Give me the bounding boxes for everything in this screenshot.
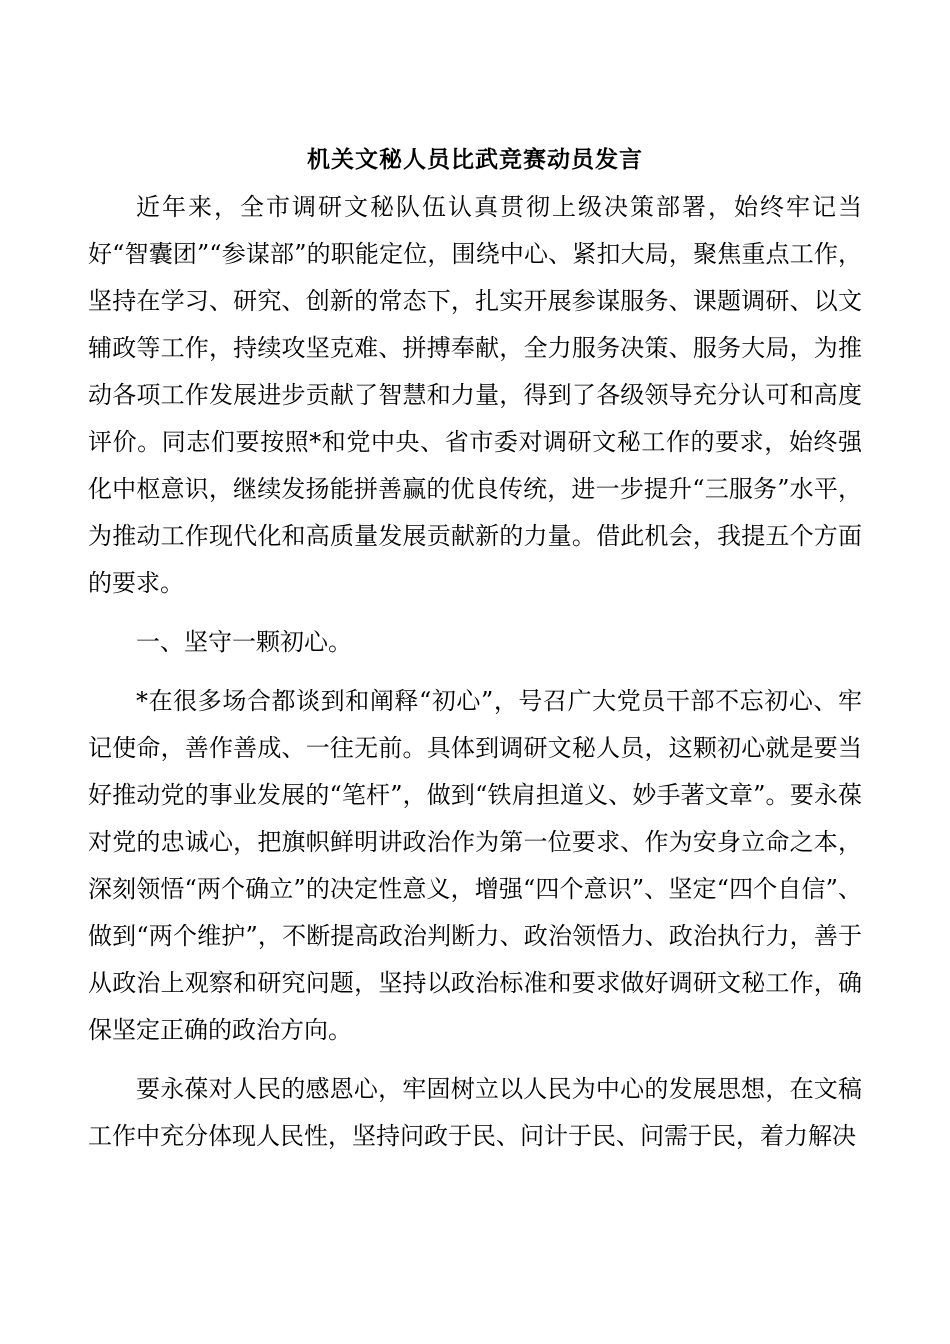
paragraph-intro: 近年来，全市调研文秘队伍认真贯彻上级决策部署，始终牢记当好“智囊团”“参谋部”的职能定位，围绕中心、紧扣大局，聚焦重点工作，坚持在学习、研究、创新的常态下，扎实开展参谋服务、课题调研、以文辅政等工作，持续攻坚克难、拼搏奉献，全力服务决策、服务大局，为推动各项工作发展进步贡献了智慧和力量，得到了各级领导充分认可和高度评价。同志们要按照*和党中央、省市委对调研文秘工作的要求，始终强化中枢意识，继续发扬能拼善赢的优良传统，进一步提升“三服务”水平，为推动工作现代化和高质量发展贡献新的力量。借此机会，我提五个方面的要求。 [88,193,862,597]
paragraph-gap [88,1054,862,1066]
paragraph-section-1: *在很多场合都谈到和阐释“初心”，号召广大党员干部不忘初心、牢记使命，善作善成、一往无前。具体到调研文秘人员，这颗初心就是要当好推动党的事业发展的“笔杆”，做到“铁肩担道义、妙手著文章”。要永葆对党的忠诚心，把旗帜鲜明讲政治作为第一位要求、作为安身立命之本，深刻领悟“两个确立”的决定性意义，增强“四个意识”、坚定“四个自信”、做到“两个维护”，不断提高政治判断力、政治领悟力、政治执行力，善于从政治上观察和研究问题，坚持以政治标准和要求做好调研文秘工作，确保坚定正确的政治方向。 [88,687,862,1044]
document-page [88,136,862,1160]
paragraph-section-1-cont: 要永葆对人民的感恩心，牢固树立以人民为中心的发展思想，在文稿工作中充分体现人民性，坚持问政于民、问计于民、问需于民，着力解决 [88,1075,862,1150]
section-heading-1: 一、坚守一颗初心。 [136,628,352,656]
paragraph-gap [88,666,862,678]
paragraph-gap [88,607,862,619]
document-title: 机关文秘人员比武竞赛动员发言 [307,146,643,173]
